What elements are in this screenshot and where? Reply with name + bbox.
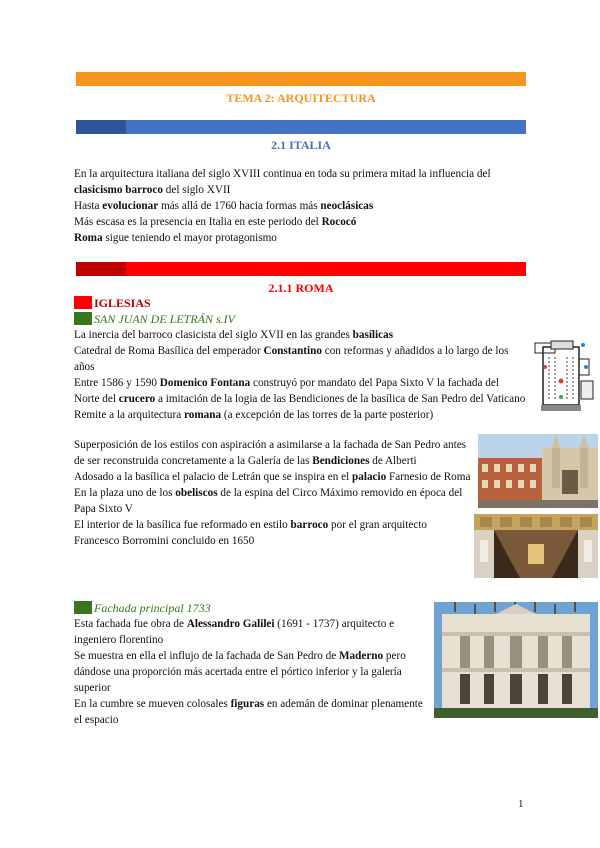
iglesias-label: IGLESIAS <box>94 296 151 310</box>
red-section-bar <box>76 262 526 276</box>
basilica-facade-photo <box>434 602 598 718</box>
emphasis-text: Bendiciones <box>312 455 370 467</box>
paragraph: Superposición de los estilos con aspiración a asimilarse a la fachada de San Pedro antes de ser reconstruida concretamente a la Galería de las Bendiciones de Alberti <box>74 439 467 467</box>
page-title: TEMA 2: ARQUITECTURA <box>226 91 376 105</box>
paragraph: Entre 1586 y 1590 Domenico Fontana construyó por mandato del Papa Sixto V la fachada del Norte del crucero a imitación de la logia de las Bendiciones de la basílica de San Pedro del Vaticano <box>74 377 526 405</box>
red-marker-icon <box>74 296 92 309</box>
emphasis-text: crucero <box>118 393 156 405</box>
orange-title-bar <box>76 72 526 86</box>
emphasis-text: Roma <box>74 232 103 244</box>
emphasis-text: romana <box>183 409 222 421</box>
emphasis-text: evolucionar <box>102 200 159 212</box>
paragraph: Catedral de Roma Basílica del emperador Constantino con reformas y añadidos a lo largo de los años <box>74 345 509 373</box>
emphasis-text: Constantino <box>263 345 322 357</box>
emphasis-text: Maderno <box>338 650 384 662</box>
lateran-palace-photo <box>478 434 598 508</box>
green-marker-icon <box>74 312 92 325</box>
emphasis-text: Rococó <box>321 216 357 228</box>
emphasis-text: clasicismo barroco <box>74 184 163 196</box>
sjl-heading <box>74 311 235 327</box>
section-heading-roma: 2.1.1 ROMA <box>268 281 334 295</box>
fachada-paragraphs <box>74 616 426 728</box>
sjl-label: SAN JUAN DE LETRÁN s.IV <box>94 312 235 326</box>
fachada-heading <box>74 600 211 616</box>
paragraph: En la arquitectura italiana del siglo XVIII continua en toda su primera mitad la influencia del clasicismo barroco del siglo XVII <box>74 168 491 196</box>
emphasis-text: neoclásicas <box>320 200 374 212</box>
emphasis-text: basílicas <box>352 329 394 341</box>
blue-section-bar <box>76 120 526 134</box>
iglesias-heading <box>74 295 151 311</box>
paragraph: En la cumbre se mueven colosales figuras en ademán de dominar plenamente el espacio <box>74 698 423 726</box>
emphasis-text: Alessandro Galilei <box>186 618 275 630</box>
sjl-paragraphs-b <box>74 437 472 549</box>
paragraph: Roma sigue teniendo el mayor protagonismo <box>74 232 277 244</box>
paragraph: Más escasa es la presencia en Italia en este periodo del Rococó <box>74 216 357 228</box>
green-marker-icon <box>74 601 92 614</box>
emphasis-text: barroco <box>290 519 329 531</box>
paragraph: Se muestra en ella el influjo de la fachada de San Pedro de Maderno pero dándose una proporción más acertada entre el pórtico inferior y la galería superior <box>74 650 406 694</box>
floor-plan-image <box>531 337 596 414</box>
paragraph: Esta fachada fue obra de Alessandro Galilei (1691 - 1737) arquitecto e ingeniero florentino <box>74 618 395 646</box>
sjl-paragraphs-a <box>74 327 526 423</box>
paragraph: La inercia del barroco clasicista del siglo XVII en las grandes basílicas <box>74 329 394 341</box>
paragraph: Remite a la arquitectura romana (a excepción de las torres de la parte posterior) <box>74 409 434 421</box>
fachada-label: Fachada principal 1733 <box>94 601 211 615</box>
emphasis-text: obeliscos <box>175 487 218 499</box>
emphasis-text: Domenico Fontana <box>159 377 251 389</box>
paragraph: Adosado a la basílica el palacio de Letrán que se inspira en el palacio Farnesio de Roma <box>74 471 471 483</box>
section-heading-italia: 2.1 ITALIA <box>271 138 331 152</box>
paragraph: Hasta evolucionar más allá de 1760 hacia formas más neoclásicas <box>74 200 374 212</box>
page-number: 1 <box>518 798 524 810</box>
emphasis-text: palacio <box>352 471 387 483</box>
paragraph: En la plaza uno de los obeliscos de la espina del Circo Máximo removido en época del Papa Sixto V <box>74 487 463 515</box>
intro-paragraphs <box>74 166 530 246</box>
emphasis-text: figuras <box>230 698 265 710</box>
paragraph: El interior de la basílica fue reformado en estilo barroco por el gran arquitecto Francesco Borromini concluido en 1650 <box>74 519 428 547</box>
basilica-interior-photo <box>474 514 598 578</box>
